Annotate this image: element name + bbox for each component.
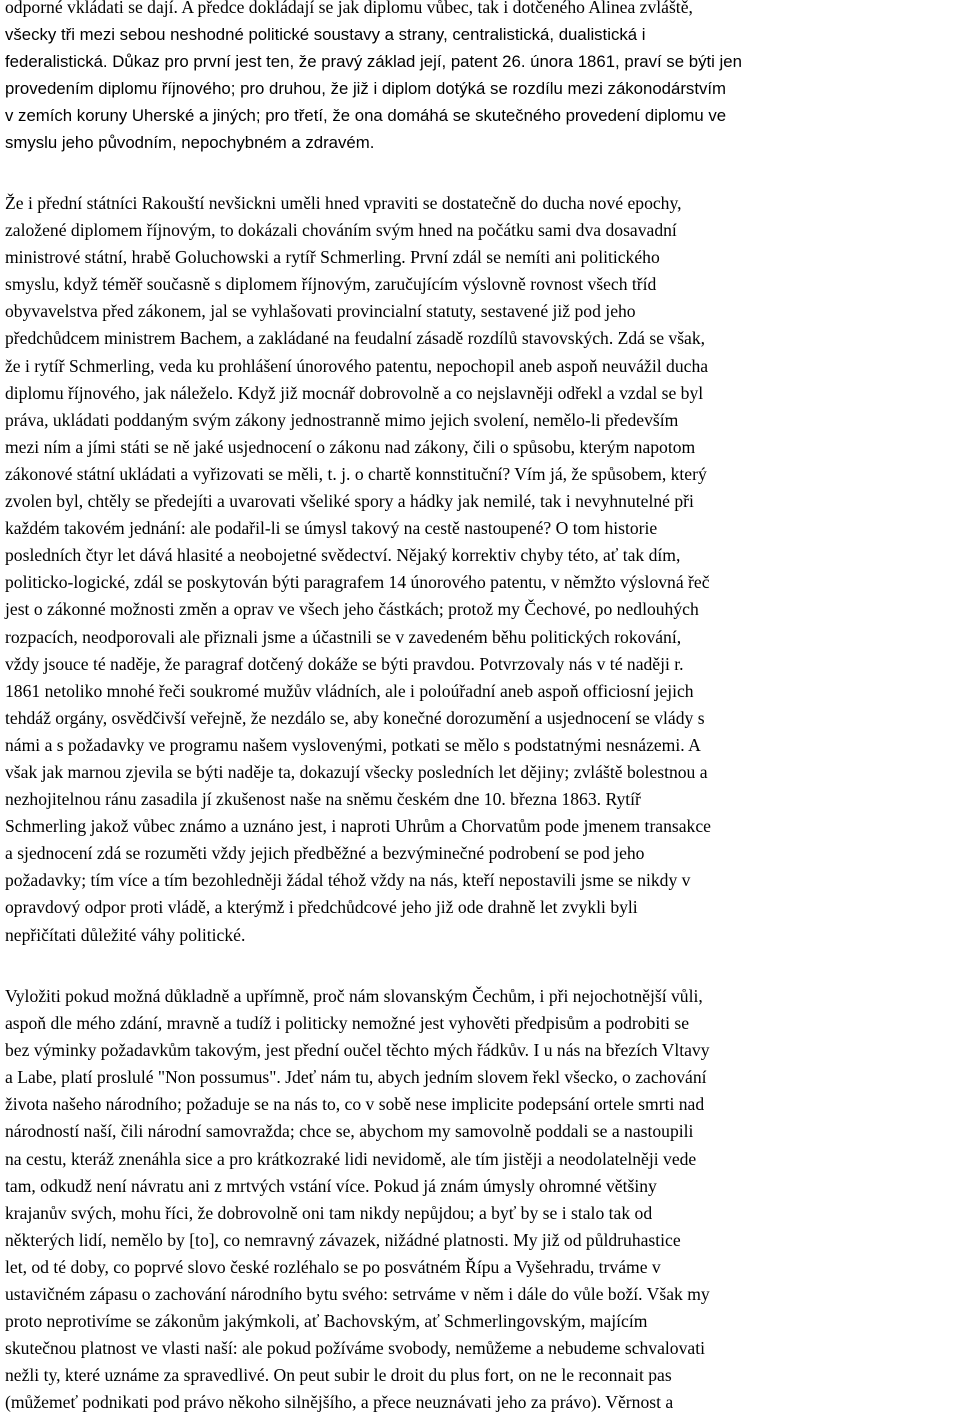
text-line: nezhojitelnou ránu zasadila jí zkušenost naše na sněmu českém dne 10. března 1863. Rytíř: [5, 789, 641, 810]
text-line: jest o zákonné možnosti změn a oprav ve všech jeho částkách; protož my Čechové, po nedlouhých: [5, 599, 699, 620]
text-line: nepřičítati důležité váhy politické.: [5, 924, 246, 945]
text-line: však jak marnou zjevila se býti naděje ta, dokazují všecky posledních let dějiny; zvláště bolestnou a: [5, 761, 708, 782]
text-line: obyvavelstva před zákonem, jal se vyhlašovati provincialní statuty, sestavené již pod jeho: [5, 301, 636, 322]
text-line: ministrové státní, hrabě Goluchowski a rytíř Schmerling. První zdál se nemíti ani politického: [5, 247, 660, 268]
text-line: opravdový odpor proti vládě, a kterýmž i předchůdcové jeho již ode drahně let zvykli byli: [5, 897, 638, 918]
text-line: v zemích koruny Uherské a jiných; pro třetí, že ona domáhá se skutečného provedení diplomu ve: [5, 106, 727, 126]
text-line: předchůdcem ministrem Bachem, a zakládané na feudalní zásadě rozdílů stavovských. Zdá se však,: [5, 328, 706, 349]
text-line: smyslu, když téměř současně s diplomem říjnovým, zaručujícím výslovně rovnost všech tříd: [5, 274, 657, 295]
text-line: některých lidí, nemělo by [to], co nemravný závazek, nižádné platnosti. My již od půldruhastice: [5, 1229, 681, 1250]
paragraph-3: [5, 983, 710, 1417]
text-line: ustavičném zápasu o zachování národního bytu svého: setrváme v něm i dále do vůle boží. Však my: [5, 1284, 710, 1305]
text-line: [5, 0, 742, 21]
text-line: mezi ním a jími státi se ně jaké usjednocení o zákonu nad zákony, čili o spůsobu, kterým napotom: [5, 436, 696, 457]
text-line: života našeho národního; požaduje se na nás to, co v sobě nese implicite podepsání ortele smrti nad: [5, 1094, 705, 1115]
text-line: práva, ukládati poddaným svým zákony jednostranně mimo jejich svolení, nemělo-li především: [5, 409, 679, 430]
text-line: diplomu říjnového, jak náleželo. Když již mocnář dobrovolně a co nejslavněji odřekl a vzdal se byl: [5, 382, 704, 403]
text-line: nežli ty, které uznáme za spravedlivé. On peut subir le droit du plus fort, on ne le reconnait pas: [5, 1365, 672, 1386]
text-line: národností naší, čili národní samovražda; chce se, abychom my samovolně poddali se a nastoupili: [5, 1121, 694, 1142]
text-line: bez výminky požadavkům takovým, jest přední oučel těchto mých řádkův. I u nás na březích Vltavy: [5, 1040, 710, 1061]
text-line: námi a s požadavky ve programu našem vyslovenými, potkati se mělo s podstatnými nesnázemi. A: [5, 734, 701, 755]
text-line: (můžemeť podnikati pod právo někoho silnějšího, a přece neuznávati jeho za právo). Věrnost a: [5, 1392, 674, 1413]
text-line: tehdáž orgány, osvědčivší veřejně, že nezdálo se, aby konečné dorozumění a usjednocení se vlády s: [5, 707, 705, 728]
text-line: tam, odkudž není návratu ani z mrtvých vstání více. Pokud já znám úmysly ohromné většiny: [5, 1175, 657, 1196]
text-line: Vyložiti pokud možná důkladně a upřímně, proč nám slovanským Čechům, i při nejochotnější vůli,: [5, 986, 703, 1006]
text-line: vždy jsouce té naděje, že paragraf dotčený dokáže se býti pravdou. Potvrzovaly nás v té naději r.: [5, 653, 684, 674]
text-line: na cestu, kteráž znenáhla sice a pro krátkozraké lidi nevidomě, ale tím jistěji a neodolatelněji vede: [5, 1148, 697, 1169]
text-line: aspoň dle mého zdání, mravně a tudíž i politicky nemožné jest vyhověti předpisům a podrobiti se: [5, 1013, 690, 1034]
text-line: politicko-logické, zdál se poskytován býti paragrafem 14 únorového patentu, v němžto výslovná řeč: [5, 572, 710, 593]
text-line: a Labe, platí proslulé "Non possumus". Jdeť nám tu, abych jedním slovem řekl všecko, o zachování: [5, 1067, 707, 1088]
text-line: zákonové státní ukládati a vyřizovati se měli, t. j. o chartě konnstituční? Vím já, že spůsobem, který: [5, 463, 707, 484]
text-line: Že i přední státníci Rakouští nevšickni uměli hned vpraviti se dostatečně do ducha nové epochy,: [5, 193, 682, 213]
text-line: 1861 netoliko mnohé řeči soukromé mužův vládních, ale i poloúřadní aneb aspoň officiosní jejich: [5, 680, 694, 701]
text-line: posledních čtyr let dává hlasité a neobojetné svědectví. Nějaký korrektiv chyby této, ať tak dím,: [5, 545, 681, 566]
text-line: založené diplomem říjnovým, to dokázali chováním svým hned na počátku sami dva dosavadní: [5, 220, 677, 241]
text-line: federalistická. Důkaz pro první jest ten, že pravý základ její, patent 26. února 1861, praví se býti jen: [5, 52, 742, 72]
text-line: požadavky; tím více a tím bezohledněji žádal téhož vždy na nás, kteří nepostavili jsme se nikdy v: [5, 870, 691, 891]
text-segment-serif: odporné vkládati se dají. A předce dokládají se jak diplomu vůbec, tak i dotčeného Alinea zvláště,: [5, 0, 693, 17]
text-line: všecky tři mezi sebou neshodné politické soustavy a strany, centralistická, dualistická i: [5, 25, 646, 45]
text-line: každém takovém jednání: ale podařil-li se úmysl takový na cestě nastoupené? O tom historie: [5, 518, 658, 539]
paragraph-2: [5, 190, 711, 949]
text-line: a sjednocení zdá se rozuměti vždy jejich předběžné a bezvýminečné podrobení se pod jeho: [5, 843, 645, 864]
text-line: skutečnou platnost ve vlasti naší: ale pokud požíváme svobody, nemůžeme a nebudeme schvalovati: [5, 1338, 705, 1359]
text-line: let, od té doby, co poprvé slovo české rozléhalo se po posvátném Řípu a Vyšehradu, trváme v: [5, 1256, 661, 1277]
text-line: proto neprotivíme se zákonům jakýmkoli, ať Bachovským, ať Schmerlingovským, majícím: [5, 1311, 648, 1332]
paragraph-1: [5, 0, 742, 157]
text-line: Schmerling jakož vůbec známo a uznáno jest, i naproti Uhrům a Chorvatům pode jmenem transakce: [5, 816, 711, 837]
text-line: smyslu jeho původním, nepochybném a zdravém.: [5, 133, 375, 153]
text-line: zvolen byl, chtěly se předejíti a uvarovati všeliké spory a hádky jak nemilé, tak i nevyhnutelné při: [5, 491, 694, 512]
text-line: provedením diplomu říjnového; pro druhou, že již i diplom dotýká se rozdílu mezi zákonodárstvím: [5, 79, 727, 99]
text-line: že i rytíř Schmerling, veda ku prohlášení únorového patentu, nepochopil aneb aspoň neuvážil ducha: [5, 355, 709, 376]
text-line: krajanův svých, mohu říci, že dobrovolně oni tam nikdy nepůjdou; a byť by se i stalo tak od: [5, 1202, 653, 1223]
text-line: rozpacích, neodporovali ale přiznali jsme a účastnili se v zavedeném běhu politických rokování,: [5, 626, 682, 647]
